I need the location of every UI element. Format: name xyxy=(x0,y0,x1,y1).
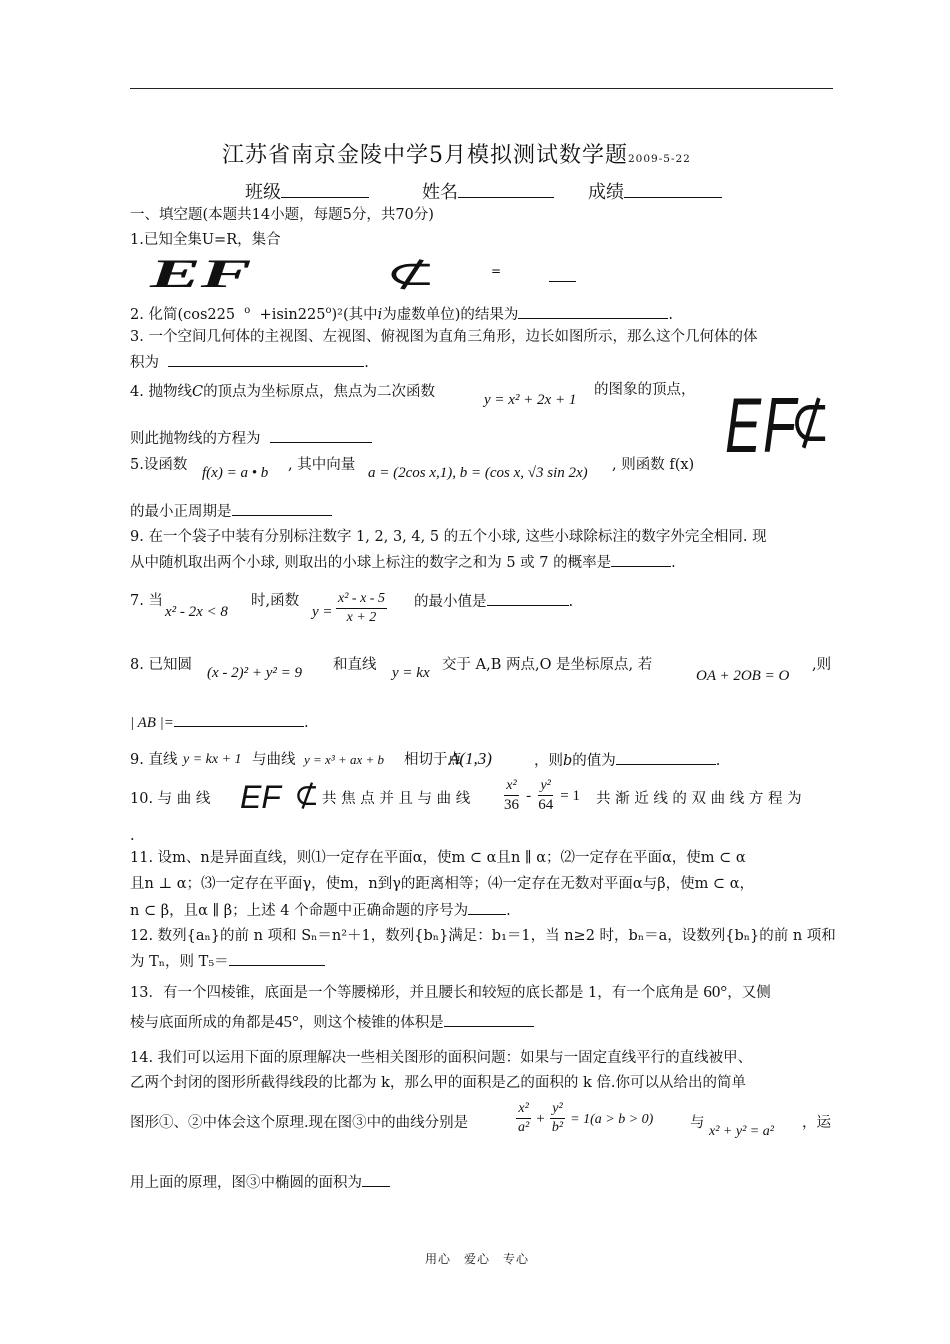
not-subset-icon: ⊄ xyxy=(385,254,437,294)
question-9a-line1: 9. 在一个袋子中装有分别标注数字 1, 2, 3, 4, 5 的五个小球, 这些小球除标注的数字外完全相同. 现 xyxy=(130,529,767,545)
question-1-text: 1.已知全集U=R，集合 xyxy=(130,232,281,248)
question-8-mid2: 交于 A,B 两点,O 是坐标原点, 若 xyxy=(442,657,653,673)
question-12-line1: 12. 数列{aₙ}的前 n 项和 Sₙ＝n²＋1，数列{bₙ}满足：b₁＝1，当 n≥2 时，bₙ＝a，设数列{bₙ}的前 n 项和 xyxy=(130,928,836,944)
question-4-line1: 4. 抛物线C的顶点为坐标原点，焦点为二次函数 xyxy=(130,384,436,400)
question-14-line1: 14. 我们可以运用下面的原理解决一些相关图形的面积问题：如果与一固定直线平行的直线被甲、 xyxy=(130,1050,753,1066)
q7-y: y = xyxy=(312,604,333,620)
section-heading: 一、填空题(本题共14小题，每题5分，共70分) xyxy=(130,207,434,223)
question-8-start: 8. 已知圆 xyxy=(130,657,192,673)
q14-circle: x² + y² = a² xyxy=(709,1124,774,1139)
page-title xyxy=(222,138,691,169)
question-11-line2: 且n ⊥ α；⑶一定存在平面γ，使m，n到γ的距离相等；⑷一定存在无数对平面α与β，使m ⊂ α， xyxy=(130,876,754,892)
q8-line: y = kx xyxy=(392,665,430,681)
page-footer: 用心 爱心 专心 xyxy=(425,1252,530,1266)
q1-ef-graphic: EF xyxy=(150,251,252,296)
question-5-line2: 的最小正周期是 xyxy=(130,501,332,522)
question-8-mid1: 和直线 xyxy=(333,657,377,673)
side-ef-graphic: EF xyxy=(725,382,799,470)
class-blank[interactable] xyxy=(281,183,369,198)
q4-answer-blank[interactable] xyxy=(270,428,372,443)
q7-condition: x² - 2x < 8 xyxy=(165,604,228,620)
top-rule xyxy=(130,88,833,89)
question-9b-tail: ，则b的值为 . xyxy=(534,750,720,771)
question-5-start: 5.设函数 xyxy=(130,457,188,473)
name-blank[interactable] xyxy=(458,183,554,198)
question-8-tail: ,则 xyxy=(812,657,832,673)
q10-not-subset-icon: ⊄ xyxy=(294,778,320,813)
question-9b-mid2: 相切于点 xyxy=(404,752,462,768)
q1-answer-blank[interactable] xyxy=(549,281,576,282)
q10-ef-graphic: EF xyxy=(240,779,281,815)
title-date: 2009-5-22 xyxy=(628,153,691,165)
question-7-tail: 的最小值是 . xyxy=(414,591,573,612)
q8-answer-blank[interactable] xyxy=(174,718,304,727)
q7-fraction: $\frac{\text{x² - x - 5}}{x + 2}$ xyxy=(338,591,385,625)
question-14-line4: 用上面的原理，图③中椭圆的面积为 xyxy=(130,1172,390,1193)
side-not-subset-icon: ⊄ xyxy=(790,388,831,456)
q4-function: y = x² + 2x + 1 xyxy=(484,392,577,408)
question-3-line2: 积为 . xyxy=(130,352,369,373)
question-10-mid: 共 焦 点 并 且 与 曲 线 xyxy=(322,791,471,807)
question-13-line1: 13．有一个四棱锥，底面是一个等腰梯形，并且腰长和较短的底长都是 1，有一个底角是 60°，又侧 xyxy=(130,982,771,1001)
question-13-line2: 棱与底面所成的角都是45°，则这个棱锥的体积是 xyxy=(130,1012,534,1033)
question-4-tail: 的图象的顶点， xyxy=(594,382,696,398)
question-14-mid: 与 xyxy=(690,1115,705,1131)
score-blank[interactable] xyxy=(624,183,722,198)
question-11-line3: n ⊂ β，且α ∥ β；上述 4 个命题中正确命题的序号为 . xyxy=(130,900,511,921)
question-8-line2: | AB |= . xyxy=(130,715,309,731)
q12-answer-blank[interactable] xyxy=(229,951,325,966)
q9a-answer-blank[interactable] xyxy=(611,552,671,567)
q9b-line: y = kx + 1 xyxy=(183,752,242,767)
question-10-start: 10. 与 曲 线 xyxy=(130,791,211,807)
question-9b-mid1: 与曲线 xyxy=(252,752,296,768)
question-14-tail: ，运 xyxy=(802,1115,831,1131)
q5-function: f(x) = a • b xyxy=(202,465,269,481)
question-9b-start: 9. 直线 xyxy=(130,752,178,768)
question-11-line1: 11. 设m、n是异面直线，则⑴一定存在平面α，使m ⊂ α且n ∥ α；⑵一定存在平面α，使m ⊂ α xyxy=(130,850,746,866)
question-12-line2: 为 Tₙ，则 T₅＝ xyxy=(130,951,325,972)
question-14-line3a: 图形①、②中体会这个原理.现在图③中的曲线分别是 xyxy=(130,1115,469,1131)
class-field: 班级 xyxy=(245,178,369,204)
question-10-tail: 共 渐 近 线 的 双 曲 线 方 程 为 xyxy=(596,791,802,807)
q1-equals: = xyxy=(491,264,502,278)
q14-answer-blank[interactable] xyxy=(362,1172,390,1187)
question-7-mid: 时,函数 xyxy=(251,593,300,609)
name-field: 姓名 xyxy=(422,178,554,204)
score-field: 成绩 xyxy=(588,178,722,204)
question-5-mid: , 其中向量 xyxy=(288,457,356,473)
question-5-tail: , 则函数 f(x) xyxy=(612,457,695,473)
question-9a-line2: 从中随机取出两个小球, 则取出的小球上标注的数字之和为 5 或 7 的概率是 . xyxy=(130,552,676,573)
question-2: 2. 化简(cos225 $^o$ +isin225$^o$)²(其中i为虚数单位)的结果为 . xyxy=(130,305,674,323)
q10-hyperbola: $\frac{\text{x²}}{36}$ - $\frac{\text{y²}}{64}$ = 1 xyxy=(504,778,580,813)
question-7-start: 7. 当 xyxy=(130,593,163,609)
question-14-line2: 乙两个封闭的图形所截得线段的比都为 k，那么甲的面积是乙的面积的 k 倍.你可以从给出的简单 xyxy=(130,1075,747,1091)
q13-answer-blank[interactable] xyxy=(444,1012,534,1027)
q9b-curve: y = x³ + ax + b xyxy=(304,752,385,767)
q3-answer-blank[interactable] xyxy=(168,352,364,367)
title-text: 江苏省南京金陵中学5月模拟测试数学题 xyxy=(222,143,628,168)
q9b-point: A(1,3) xyxy=(449,749,492,768)
q9b-answer-blank[interactable] xyxy=(616,750,716,765)
question-10-end: . xyxy=(130,828,135,844)
q5-answer-blank[interactable] xyxy=(232,501,332,516)
q7-answer-blank[interactable] xyxy=(487,591,569,606)
q11-answer-blank[interactable] xyxy=(468,900,506,915)
q8-vector-eq: OA + 2OB = O xyxy=(696,668,790,684)
q5-vectors: a = (2cos x,1), b = (cos x, √3 sin 2x) xyxy=(368,465,588,481)
question-3-line1: 3. 一个空间几何体的主视图、左视图、俯视图为直角三角形，边长如图所示，那么这个几何体的体 xyxy=(130,329,758,345)
q2-answer-blank[interactable] xyxy=(518,304,668,319)
q8-circle: (x - 2)² + y² = 9 xyxy=(207,665,303,681)
q14-ellipse: $\frac{\text{x²}}{\text{a²}}$ + $\frac{\text{y²}}{\text{b²}}$ = 1(a > b > 0) xyxy=(518,1101,654,1135)
question-4-line2: 则此抛物线的方程为 xyxy=(130,428,372,449)
